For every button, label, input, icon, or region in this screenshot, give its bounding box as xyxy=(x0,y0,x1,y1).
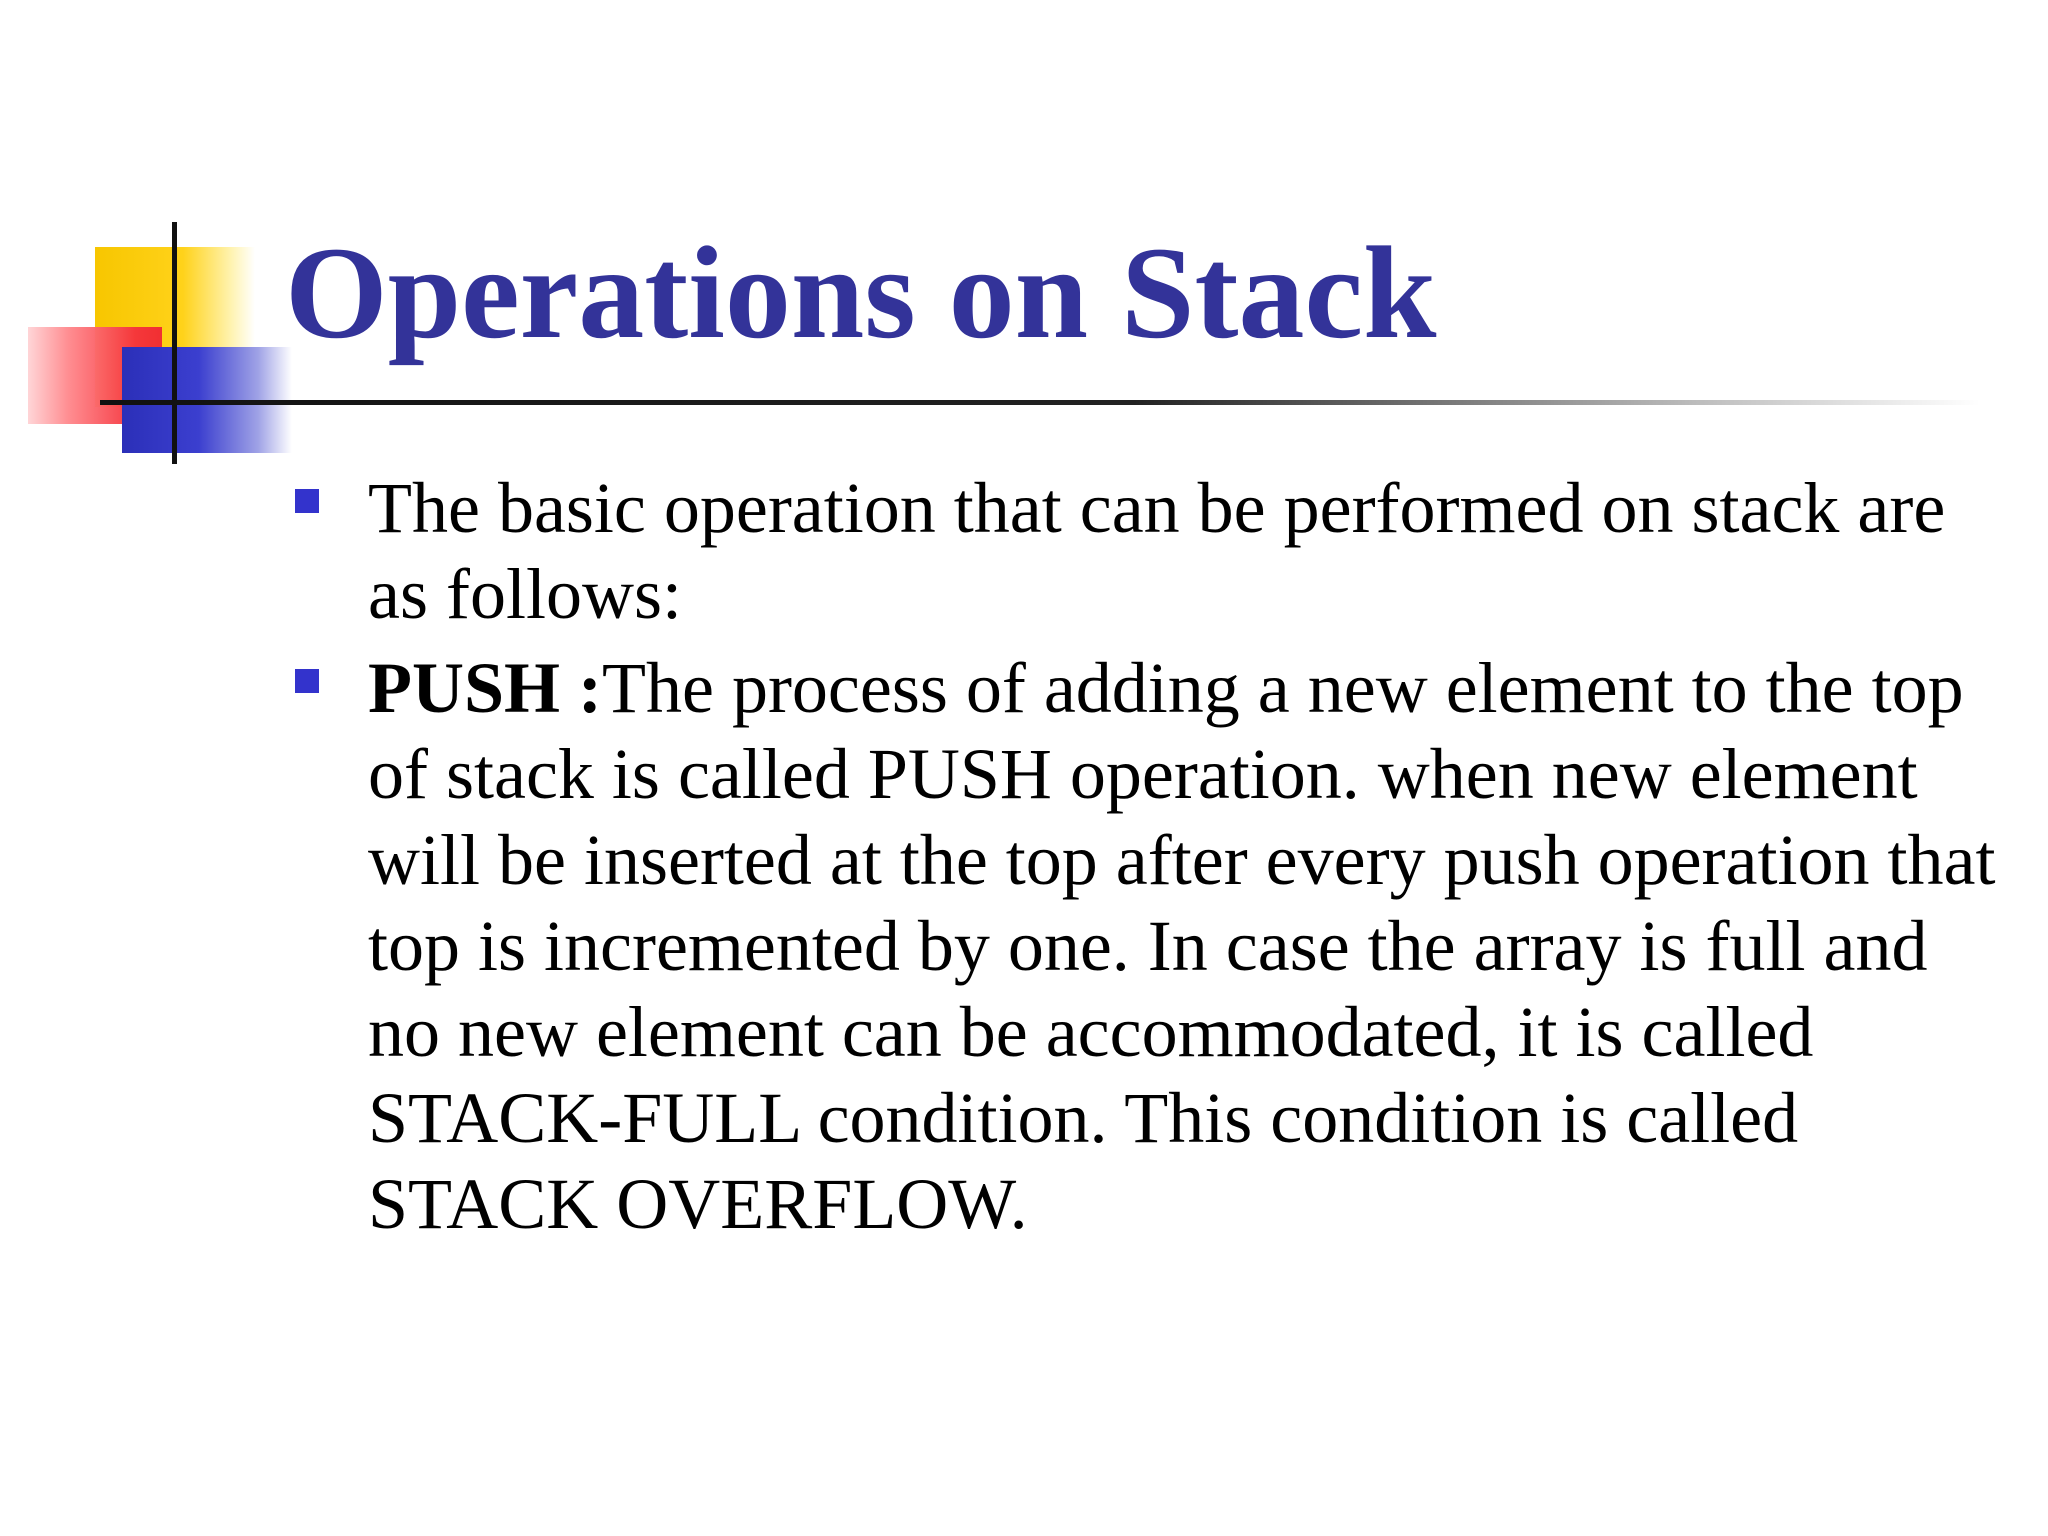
bullet-item xyxy=(290,465,2010,637)
bullet-lead: PUSH : xyxy=(368,648,602,728)
bullet-text: The process of adding a new element to the top of stack is called PUSH operation. when new element will be inserted at the top after every push operation that top is incremented by one. In case the array is full and no new element can be accommodated, it is called STACK-FULL condition. This condition is called STACK OVERFLOW. xyxy=(368,648,1996,1244)
title-underline-rule xyxy=(100,400,1980,405)
bullet-text: The basic operation that can be performed on stack are as follows: xyxy=(368,468,1946,634)
bullet-item xyxy=(290,645,2010,1247)
corner-decoration xyxy=(0,0,320,480)
vertical-rule xyxy=(172,222,177,464)
bullet-list xyxy=(290,465,2010,1255)
square-bullet-icon xyxy=(295,669,319,693)
slide-title: Operations on Stack xyxy=(285,219,1437,366)
square-bullet-icon xyxy=(295,489,319,513)
